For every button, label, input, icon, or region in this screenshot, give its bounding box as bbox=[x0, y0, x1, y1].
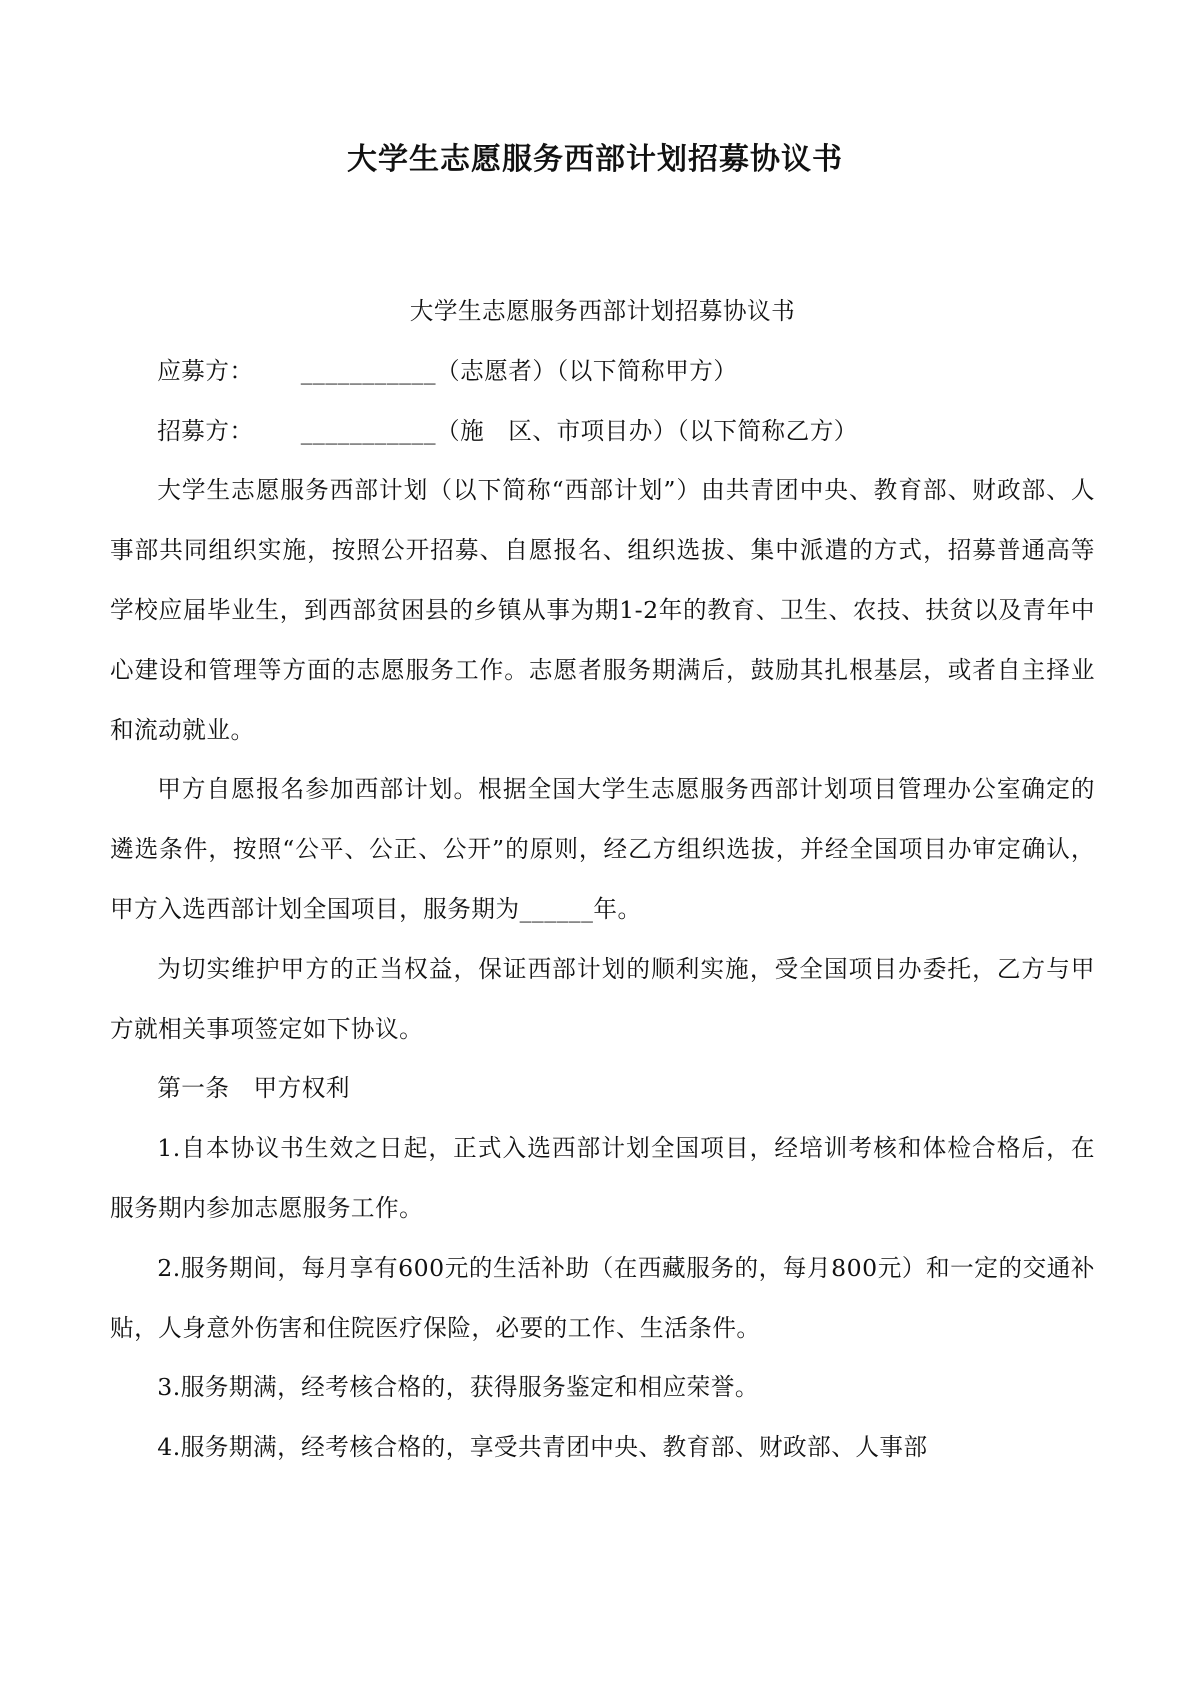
applicant-note: （志愿者）（以下简称甲方） bbox=[436, 356, 738, 385]
document-body bbox=[110, 282, 1095, 1478]
selection-text: 甲方自愿报名参加西部计划。根据全国大学生志愿服务西部计划项目管理办公室确定的遴选条件，按照“公平、公正、公开”的原则，经乙方组织选拔，并经全国项目办审定确认，甲方入选西部计划全国项目，服务期为 bbox=[110, 775, 1095, 923]
selection-text-end: 年。 bbox=[593, 894, 642, 923]
article-one-item-3: 3.服务期满，经考核合格的，获得服务鉴定和相应荣誉。 bbox=[157, 1373, 759, 1402]
document-subtitle: 大学生志愿服务西部计划招募协议书 bbox=[409, 297, 796, 325]
article-one-item-4: 4.服务期满，经考核合格的，享受共青团中央、教育部、财政部、人事部 bbox=[157, 1433, 928, 1462]
article-one-heading: 第一条 甲方权利 bbox=[157, 1074, 350, 1103]
recruiter-line bbox=[110, 402, 1095, 462]
document-title: 大学生志愿服务西部计划招募协议书 bbox=[347, 142, 843, 177]
recruiter-label: 招募方： bbox=[157, 416, 254, 445]
intro-paragraph: 大学生志愿服务西部计划（以下简称“西部计划”）由共青团中央、教育部、财政部、人事部共同组织实施，按照公开招募、自愿报名、组织选拔、集中派遣的方式，招募普通高等学校应届毕业生，到西部贫困县的乡镇从事为期1-2年的教育、卫生、农技、扶贫以及青年中心建设和管理等方面的志愿服务工作。志愿者服务期满后，鼓励其扎根基层，或者自主择业和流动就业。 bbox=[110, 476, 1095, 744]
recruiter-blank: ___________ bbox=[300, 416, 437, 445]
article-one-item-1: 1.自本协议书生效之日起，正式入选西部计划全国项目，经培训考核和体检合格后，在服务期内参加志愿服务工作。 bbox=[110, 1134, 1095, 1222]
applicant-line bbox=[110, 342, 1095, 402]
purpose-paragraph: 为切实维护甲方的正当权益，保证西部计划的顺利实施，受全国项目办委托，乙方与甲方就相关事项签定如下协议。 bbox=[110, 954, 1095, 1043]
applicant-label: 应募方： bbox=[157, 356, 254, 385]
recruiter-note: （施 区、市项目办）（以下简称乙方） bbox=[436, 416, 858, 445]
applicant-blank: ___________ bbox=[300, 356, 437, 385]
service-years-blank: ______ bbox=[519, 894, 594, 923]
selection-paragraph bbox=[110, 760, 1095, 939]
article-one-item-2: 2.服务期间，每月享有600元的生活补助（在西藏服务的，每月800元）和一定的交通补贴，人身意外伤害和住院医疗保险，必要的工作、生活条件。 bbox=[110, 1253, 1095, 1342]
